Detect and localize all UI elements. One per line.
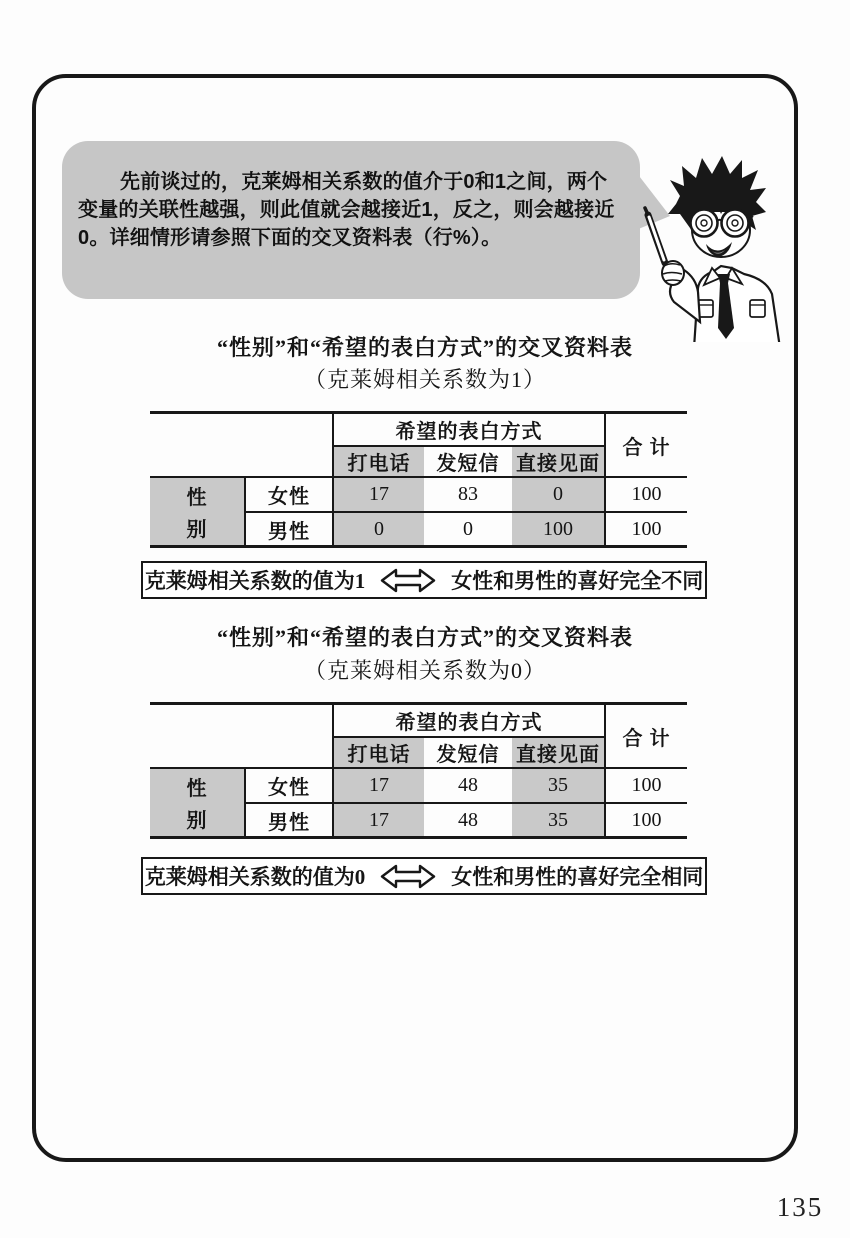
table-2-subtitle: （克莱姆相关系数为0） [303,658,546,683]
double-arrow-icon [379,567,437,594]
cross-table-1 [150,411,687,548]
total-header: 合 计 [622,727,671,750]
col-group-header: 希望的表白方式 [395,421,543,443]
col-group-header: 希望的表白方式 [395,712,543,734]
method-header-sms: 发短信 [436,744,500,766]
cell-value: 17 [369,774,389,796]
row-label-male: 男性 [268,811,310,834]
note-box-1 [141,561,707,599]
character-body [662,261,780,342]
speech-bubble [62,141,640,299]
cell-value: 0 [463,517,473,540]
cell-value: 48 [458,808,478,831]
row-label-female: 女性 [268,486,310,508]
row-group-header [150,478,244,545]
method-header-phone: 打电话 [347,744,411,766]
cell-value: 0 [374,517,384,540]
note-left-text: 克莱姆相关系数的值为1 [144,569,366,593]
row-group-char: 性 [186,778,208,801]
table-1-title: “性别”和“希望的表白方式”的交叉资料表 [216,335,633,360]
row-group-header [150,769,244,836]
method-header-phone: 打电话 [347,453,411,475]
cell-value: 83 [458,483,478,505]
table-rule [150,836,687,839]
table-1-subtitle: （克莱姆相关系数为1） [303,367,546,392]
cell-value: 100 [543,517,573,540]
speech-bubble-text: 先前谈过的，克莱姆相关系数的值介于0和1之间，两个变量的关联性越强，则此值就会越接近1，反之，则会越接近0。详细情形请参照下面的交叉资料表（行%）。 [78,171,615,249]
page-number: 135 [776,1192,824,1222]
total-header: 合 计 [622,436,671,459]
row-group-char: 性 [186,487,208,510]
row-label-male: 男性 [268,520,310,543]
row-group-char: 别 [186,809,208,832]
cell-value: 48 [458,774,478,796]
character-face [668,156,766,257]
method-header-sms: 发短信 [436,453,500,475]
method-header-meet: 直接见面 [516,453,600,475]
table-2-title: “性别”和“希望的表白方式”的交叉资料表 [216,625,633,650]
cell-value: 35 [548,808,568,831]
method-header-meet: 直接见面 [516,744,600,766]
cell-value: 17 [369,483,389,505]
cell-value: 17 [369,808,389,831]
pen-icon [645,208,665,263]
note-box-2 [141,857,707,895]
row-total: 100 [631,808,662,831]
cell-value: 35 [548,774,568,796]
note-right-text: 女性和男性的喜好完全相同 [451,865,704,889]
note-right-text: 女性和男性的喜好完全不同 [451,569,704,593]
cell-value: 0 [553,483,563,505]
character-illustration [632,152,796,342]
cross-table-2 [150,702,687,839]
row-group-char: 别 [186,518,208,541]
row-total: 100 [631,517,662,540]
row-total: 100 [631,774,662,796]
double-arrow-icon [379,863,437,890]
row-total: 100 [631,483,662,505]
note-left-text: 克莱姆相关系数的值为0 [144,865,366,889]
row-label-female: 女性 [268,777,310,799]
table-rule [150,545,687,548]
